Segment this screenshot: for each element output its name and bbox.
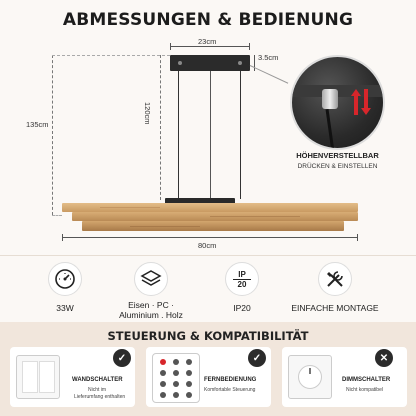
wall-switch-sub2: Lieferumfang enthalten bbox=[74, 394, 126, 400]
control-title: STEUERUNG & KOMPATIBILITÄT bbox=[107, 329, 309, 343]
material-label-line1: Eisen · PC · bbox=[128, 300, 174, 310]
total-height-label: 135cm bbox=[26, 120, 49, 129]
ceiling-canopy bbox=[170, 55, 250, 71]
detail-adjuster-knob bbox=[322, 89, 338, 109]
canopy-height-label: 3.5cm bbox=[258, 53, 279, 62]
ip-rating-label: IP20 bbox=[233, 303, 251, 313]
check-icon: ✓ bbox=[248, 349, 266, 367]
wood-grain-line-2 bbox=[210, 216, 300, 217]
dimmer-knob-marker bbox=[309, 368, 311, 374]
wood-plank-bottom bbox=[82, 221, 344, 231]
wall-switch-icon bbox=[16, 355, 60, 399]
canopy-width-tick-right bbox=[249, 43, 250, 50]
suspension-wire-left bbox=[178, 71, 179, 199]
height-adjust-title: HÖHENVERSTELLBAR bbox=[296, 151, 379, 160]
canopy-screw-left bbox=[178, 61, 182, 65]
wall-switch-title: WANDSCHALTER bbox=[72, 377, 123, 383]
remote-title: FERNBEDIENUNG bbox=[204, 377, 257, 383]
page-title: ABMESSUNGEN & BEDIENUNG bbox=[62, 10, 354, 30]
tools-icon bbox=[318, 262, 352, 296]
material-label-line2: Aluminium . Holz bbox=[119, 310, 183, 320]
height-adjust-detail bbox=[290, 55, 385, 150]
detail-cable bbox=[326, 109, 336, 150]
power-gauge-icon bbox=[48, 262, 82, 296]
total-height-line bbox=[52, 55, 53, 215]
ip-rating-icon bbox=[225, 262, 259, 296]
power-cable bbox=[210, 71, 211, 199]
canopy-width-tick-left bbox=[170, 43, 171, 50]
dimmer-sub: Nicht kompatibel bbox=[346, 387, 383, 393]
cable-length-label: 120cm bbox=[143, 102, 152, 125]
cable-length-line bbox=[160, 55, 161, 200]
remote-sub: Komfortable Steuerung bbox=[204, 387, 256, 393]
lamp-width-tick-left bbox=[62, 234, 63, 241]
up-down-arrow-icon bbox=[350, 87, 372, 117]
total-height-top-guide bbox=[52, 55, 170, 56]
lamp-width-line bbox=[62, 237, 358, 238]
ip-rating-icon-bottom: 20 bbox=[237, 279, 247, 289]
wall-switch-rocker-right bbox=[39, 361, 55, 393]
dimmer-icon bbox=[288, 355, 332, 399]
lamp-width-label: 80cm bbox=[198, 241, 217, 250]
check-icon: ✓ bbox=[113, 349, 131, 367]
remote-icon bbox=[152, 353, 200, 403]
lamp-width-tick-right bbox=[357, 234, 358, 241]
power-label: 33W bbox=[56, 303, 74, 313]
total-height-bottom-guide bbox=[52, 215, 62, 216]
height-adjust-subtitle: DRÜCKEN & EINSTELLEN bbox=[297, 163, 378, 170]
wall-switch-rocker-left bbox=[22, 361, 38, 393]
ip-rating-icon-top: IP bbox=[238, 269, 246, 279]
dimmer-title: DIMMSCHALTER bbox=[342, 377, 391, 383]
canopy-screw-right bbox=[238, 61, 242, 65]
wall-switch-sub1: Nicht im bbox=[88, 387, 107, 393]
section-divider bbox=[0, 255, 416, 256]
wood-grain-line-1 bbox=[100, 207, 160, 208]
mounting-label: EINFACHE MONTAGE bbox=[291, 303, 379, 313]
remote-buttons-icon bbox=[153, 354, 199, 402]
cross-icon: ✕ bbox=[375, 349, 393, 367]
detail-leader-line bbox=[250, 65, 288, 84]
layers-icon bbox=[134, 262, 168, 296]
canopy-width-label: 23cm bbox=[198, 37, 217, 46]
suspension-wire-right bbox=[240, 71, 241, 199]
canopy-width-line bbox=[170, 46, 250, 47]
wood-grain-line-3 bbox=[130, 226, 200, 227]
